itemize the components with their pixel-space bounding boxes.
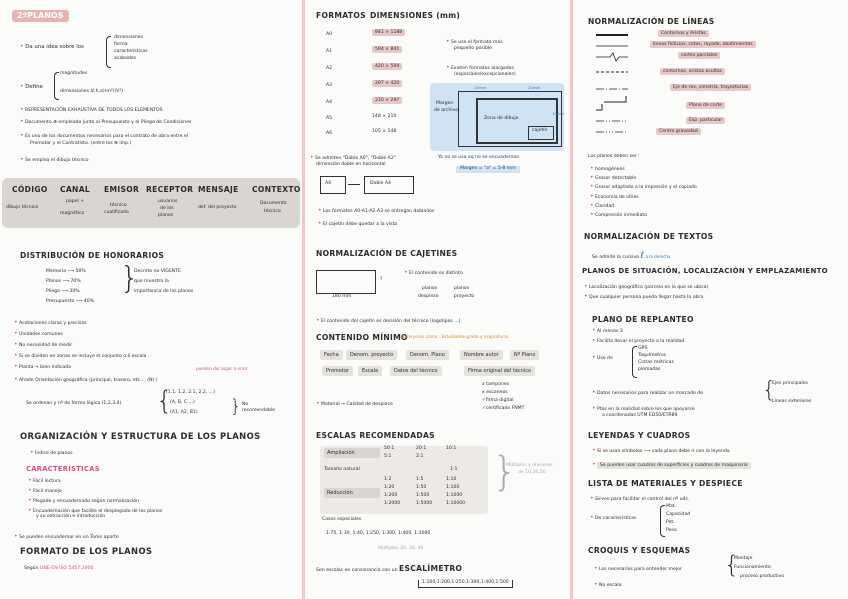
- format-row-label: A0: [326, 32, 333, 37]
- linea-desc: Contornos y Aristas: [658, 32, 709, 37]
- esq-item: Líneas exteriores: [772, 399, 812, 404]
- car-item: Capacidad: [666, 512, 691, 517]
- cajetin-note: • El contenido es distinto: [404, 269, 463, 276]
- bar-cell: papel +: [66, 199, 85, 204]
- car-item: Mat.: [666, 504, 677, 509]
- format-row-label: A1: [326, 49, 333, 54]
- escalimetro-row: 1:100,1:200,1:250,1:300,1:400,1:500: [418, 580, 513, 588]
- bullet-item: • REPRESENTACIÓN EXHAUSTIVA DE TODOS LOS ELEMENTOS: [20, 106, 163, 113]
- escala-value: 1:2000: [384, 501, 401, 506]
- escala-label: Ampliación: [324, 448, 380, 458]
- caract-item: y su extracción e introducción: [36, 514, 106, 519]
- divider-left: [302, 0, 305, 599]
- format-note: • Existen formatos alargados: [446, 64, 514, 71]
- line-sample: [596, 53, 628, 61]
- replanteo-item: • Facilita llevar el proyecto a la realidad: [592, 337, 685, 344]
- format-note: pequeño posible: [454, 46, 492, 51]
- car-brace: [660, 505, 665, 537]
- ordenan-item: (1.1, 1.2, 2.1, 2.2, ...): [166, 390, 215, 395]
- org-title: ORGANIZACIÓN Y ESTRUCTURA DE LOS PLANOS: [20, 431, 261, 441]
- idea-item: dimensiones: [114, 35, 144, 40]
- deben-item: • homogéneos: [590, 165, 625, 172]
- cajetin-note: proyecto: [454, 294, 475, 299]
- deben-item: • Claridad: [590, 202, 615, 209]
- bullet-item: • Planta → bien indicada: [14, 363, 72, 370]
- honorarios-title: DISTRIBUCIÓN DE HONORARIOS: [20, 251, 165, 260]
- materiales-item: • De características: [590, 514, 637, 521]
- minimo-tag: Escala: [358, 366, 382, 376]
- diagram-label: cajetín: [532, 128, 548, 133]
- textos-title: NORMALIZACIÓN DE TEXTOS: [584, 232, 714, 241]
- escala-value: 5:1: [384, 454, 392, 459]
- esq-brace: {: [762, 378, 776, 403]
- bar-cell: magnético: [60, 211, 85, 216]
- honorarios-note: importancia de los planos: [134, 289, 194, 294]
- honorarios-brace: }: [120, 261, 140, 296]
- bar-cell: usuarios: [158, 199, 178, 204]
- bar-cell: de los: [160, 206, 174, 211]
- replanteo-item: • Al menos 3: [592, 327, 623, 334]
- deben-item: • Compresión inmediata: [590, 211, 648, 218]
- bullet-item: • Se emplea el dibujo técnico: [20, 156, 89, 163]
- diagram-label: Margen: [436, 101, 454, 106]
- bullet-item: • Si se dividen en zonas se incluye el conjunto o ó escala: [14, 352, 147, 359]
- escalimetro-text: Son escalas en consonancia con un ESCALÍMETRO: [316, 564, 463, 573]
- bar-header: RECEPTOR: [146, 185, 194, 194]
- materiales-item: • Sirven para facilitar el control del nº uds.: [590, 495, 690, 502]
- escala-value: 1:200: [384, 493, 398, 498]
- escala-value: 1:100: [446, 485, 460, 490]
- situacion-item: • Que cualquier persona pueda llegar hasta la obra: [584, 293, 704, 300]
- situacion-item: • Localización geográfica (parcela en la que se ubica): [584, 283, 709, 290]
- format-doble-label: Doble A4: [370, 181, 391, 186]
- diagram-label: Zona de dibujo: [484, 116, 519, 121]
- bar-header: EMISOR: [104, 185, 140, 194]
- bar-header: CANAL: [60, 185, 91, 194]
- diagram-dim: 10mm: [474, 85, 487, 90]
- escala-value: 1:1: [450, 467, 458, 472]
- esq-item: Ejes principales: [772, 381, 808, 386]
- pliegue-text: • Los formatos A0-A1-A2-A3 se entregan doblados: [318, 207, 435, 214]
- bar-cell: planos: [158, 213, 174, 218]
- din-note: Margen = "a" = 5-8 mm: [456, 166, 520, 173]
- bullet-item: • Documento ⊕ empleado junto al Presupuesto y el Pliego de Condiciones: [20, 118, 192, 125]
- format-note: (especiales/excepcionales): [454, 72, 516, 77]
- format-row-dim: 105 × 148: [372, 129, 397, 134]
- escala-value: 1:5000: [416, 501, 433, 506]
- material-text: • Material → Calidad de despiece: [316, 400, 393, 407]
- replanteo-item: • Uso de: [592, 354, 613, 361]
- diagram-dim: 10mm: [552, 111, 565, 116]
- bar-cell: técnico: [264, 209, 281, 214]
- caract-item: • Plegado y encuadernado según normalización: [28, 497, 139, 504]
- tomo-text: • Se pueden encuadernar en un Tomo aparte: [14, 533, 119, 540]
- ordenan-text: Se ordenan y nº de forma lógica (1,2,3,4): [26, 401, 122, 406]
- firma-item: x tampones: [482, 382, 510, 387]
- escala-value: 20:1: [416, 446, 427, 451]
- car-item: Pot.: [666, 520, 675, 525]
- escala-label: Tamaño natural: [324, 467, 360, 472]
- croquis-title: CROQUIS Y ESQUEMAS: [588, 546, 691, 555]
- format-row-dim: 420 × 594: [372, 65, 402, 70]
- diagram-dim: 20mm: [528, 85, 541, 90]
- bar-header: MENSAJE: [198, 185, 239, 194]
- format-a4-label: A4: [325, 181, 332, 186]
- escala-value: 1:2: [384, 477, 392, 482]
- escala-label: Reducción: [324, 488, 380, 498]
- honorario-row: Pliego ⟶ 30%: [46, 289, 80, 294]
- escala-value: 1:20: [384, 485, 395, 490]
- bar-cell: técnico: [110, 203, 127, 208]
- croquis-item: • No escala: [594, 581, 622, 588]
- minimo-tag: Nombre autor: [460, 350, 503, 360]
- bar-cell: Documento: [260, 201, 287, 206]
- idea-text: • Da una idea sobre los: [20, 43, 84, 50]
- formatos-header: FORMATOS: [316, 11, 366, 20]
- idea-brace: [106, 36, 111, 68]
- idea-item: acabados: [114, 56, 137, 61]
- escala-value: 2:1: [416, 454, 424, 459]
- divider-right: [570, 0, 573, 599]
- bar-cell: cualificado: [104, 210, 129, 215]
- croquis-aspect: proceso productivo: [740, 574, 785, 579]
- bullet-item: Promotor y el Contratista. (entre los ⊕ imp.): [30, 141, 132, 146]
- column-3: [574, 0, 848, 599]
- cajetines-title: NORMALIZACIÓN DE CAJETINES: [316, 249, 458, 258]
- ordenan-item: (A1, A2, B1): [170, 410, 198, 415]
- format-arrow: [348, 184, 360, 185]
- croquis-brace: {: [724, 551, 740, 579]
- linea-desc: Plano de corte: [686, 104, 725, 109]
- caract-title: CARACTERÍSTICAS: [26, 465, 100, 473]
- format-note: • Se usa el formato más: [446, 38, 503, 45]
- bar-cell: def. del proyecto: [198, 205, 237, 210]
- escala-value: 1:500: [416, 493, 430, 498]
- leyendas-item: • Si se usan símbolos ⟶ cada plano debe ir con la leyenda: [592, 447, 730, 454]
- format-row-dim: 594 × 841: [372, 48, 402, 53]
- cajetin-dim: 180 mm: [332, 294, 352, 299]
- replanteo-puntos: • Ptos en la realidad sobre los que apoyarse: [592, 405, 695, 412]
- croquis-aspect: Funcionamiento: [734, 565, 771, 570]
- deben-item: • Grosor detectable: [590, 174, 637, 181]
- uso-item: plomadas: [638, 367, 661, 372]
- line-sample: [596, 96, 626, 110]
- din-note: Ya no se usa eq no se encuadernan: [438, 155, 520, 160]
- linea-desc: contornos, aristas ocultas: [660, 70, 725, 75]
- cajetin-note: planos: [454, 286, 470, 291]
- diagram-label: de archivo: [434, 108, 459, 113]
- ordenan-note: recomendable: [242, 408, 275, 413]
- define-brace: [54, 72, 59, 100]
- uso-item: GPS: [638, 346, 648, 351]
- bar-header: CONTEXTO: [252, 185, 301, 194]
- caract-item: • Fácil lectura: [28, 477, 61, 484]
- escala-value: 1:5: [416, 477, 424, 482]
- minimo-tag: Nº Plano: [510, 350, 539, 360]
- column-2: [306, 0, 568, 599]
- escalas-mult: Múltiplos y divisores: [506, 463, 553, 468]
- escala-value: 1:1000: [446, 493, 463, 498]
- materiales-title: LISTA DE MATERIALES Y DESPIECE: [588, 479, 743, 488]
- casos-label: Casos especiales: [322, 517, 362, 522]
- croquis-item: • Los necesarios para entender mejor: [594, 565, 682, 572]
- define-text: • Define: [20, 83, 43, 90]
- minimo-tag: Denom. proyecto: [346, 350, 397, 360]
- pink-note: pueden dar lugar a error: [196, 366, 248, 371]
- format-row-label: A4: [326, 100, 333, 105]
- ordenan-brace-right: }: [230, 396, 242, 417]
- uso-item: Taquímetros: [638, 353, 667, 358]
- linea-desc: Centro gravedad: [656, 130, 701, 135]
- define-item: dimensiones (ℓ,h,a)(m²)(V³): [60, 89, 124, 94]
- bullet-item: • No necesidad de medir: [14, 341, 73, 348]
- honorario-row: Memoria ⟶ 50%: [46, 269, 86, 274]
- linea-desc: Eje de rev, simetría, trayectorias: [670, 86, 751, 91]
- column-1: [0, 0, 300, 599]
- idea-item: forma: [114, 42, 128, 47]
- cajetin-note: planos: [422, 286, 438, 291]
- admiten-text: dimensión doble en horizontal: [316, 162, 386, 167]
- honorario-row: Planos ⟶ 70%: [46, 279, 81, 284]
- replanteo-title: PLANO DE REPLANTEO: [592, 315, 694, 324]
- uso-brace: [632, 346, 637, 378]
- replanteo-datos: • Datos necesarios para realizar un marcado de: [592, 389, 704, 396]
- org-index: • Índice de planos: [30, 449, 73, 456]
- ordenan-note: No: [242, 402, 249, 407]
- honorarios-note: que muestra la: [134, 279, 169, 284]
- deben-title: Los planos deben ser :: [588, 154, 640, 159]
- idea-item: características: [114, 49, 148, 54]
- ordenan-item: (A, B, C ...): [170, 400, 195, 405]
- casos-mult: Múltiplos 20, 30, 40: [378, 546, 424, 551]
- bullet-item: • Es uno de los documentos necesarios para el contrato de obra entre el: [20, 132, 189, 139]
- cajetin-note: despiezo: [418, 294, 439, 299]
- format-row-dim: 148 × 210: [372, 114, 397, 119]
- escala-value: 1:10: [446, 477, 457, 482]
- format-row-label: A6: [326, 131, 333, 136]
- textos-note: Se admite la cursiva ℓ a la derecha: [592, 251, 671, 261]
- caract-item: • Fácil manejo: [28, 487, 62, 494]
- linea-desc: líneas ficticias, cotas, rayado, abatimientos: [650, 43, 756, 48]
- leyendas-title: LEYENDAS Y CUADROS: [588, 431, 691, 440]
- format-row-label: A2: [326, 66, 333, 71]
- escalas-brace: }: [492, 449, 518, 495]
- define-item: magnitudes: [60, 71, 88, 76]
- car-item: Peso: [666, 528, 677, 533]
- pliegue-text: • El cajetín debe quedar a la vista: [318, 220, 398, 227]
- format-row-dim: 210 × 297: [372, 99, 402, 104]
- leyendas-item: • Se pueden usar cuadros de superficies y cuadros de maquinaria: [592, 462, 751, 469]
- dimensiones-header: DIMENSIONES (mm): [370, 11, 461, 20]
- escalas-mult: de 10,20,50: [518, 470, 546, 475]
- admiten-text: • Se admiten "Doble A0", "Doble A2": [310, 154, 396, 161]
- minimo-subtitle: (a mayores como : Estudiante-grado y asignatura): [400, 335, 509, 340]
- deben-item: • Economía de útiles: [590, 193, 639, 200]
- minimo-tag: Promotor: [322, 366, 353, 376]
- format-row-label: A3: [326, 83, 333, 88]
- bullet-item: • Unidades comunes: [14, 330, 63, 337]
- format-a4-box: [320, 176, 346, 194]
- minimo-tag: Denom. Plano: [406, 350, 449, 360]
- bullet-item: • Acotaciones claras y precisas: [14, 319, 87, 326]
- escalas-title: ESCALAS RECOMENDADAS: [316, 431, 435, 440]
- formato-norm: Según UNE-EN ISO 5457:2000: [24, 566, 94, 571]
- firma-item: ✓certificado FNMT: [482, 406, 525, 411]
- firma-item: x escaneos: [482, 390, 508, 395]
- formato-title: FORMATO DE LOS PLANOS: [20, 546, 153, 556]
- format-row-dim: 297 × 420: [372, 82, 402, 87]
- caract-item: • Encuadernación que facilite el desplegado de los planos: [28, 507, 163, 514]
- minimo-title: CONTENIDO MÍNIMO: [316, 333, 408, 342]
- cajetin-box: [316, 270, 376, 294]
- casos-row: 1:75, 1:30, 1:40, 1:250, 1:300, 1:400, 1:3000: [326, 531, 431, 536]
- section-badge: 2ºPLANOS: [12, 10, 69, 22]
- cajetin-content: • El contenido del cajetín es decisión del técnico (logotipos ...): [316, 317, 461, 324]
- lineas-title: NORMALIZACIÓN DE LÍNEAS: [588, 17, 715, 26]
- uso-item: Cintas métricas: [638, 360, 674, 365]
- ordenan-brace: {: [156, 386, 173, 416]
- firma-item: ✓firma digital: [482, 398, 514, 403]
- format-row-label: A5: [326, 116, 333, 121]
- minimo-tag: Datos del técnico: [390, 366, 442, 376]
- deben-item: • Grosor adaptado a la impresión y el copiado: [590, 183, 697, 190]
- bar-cell: dibujo técnico: [6, 205, 39, 210]
- escala-value: 1:10000: [446, 501, 466, 506]
- situacion-title: PLANOS DE SITUACIÓN, LOCALIZACIÓN Y EMPLAZAMIENTO: [582, 267, 828, 275]
- minimo-tag: Firma original del técnico: [464, 366, 535, 376]
- bar-header: CÓDIGO: [12, 185, 48, 194]
- escala-value: 1:50: [416, 485, 427, 490]
- replanteo-puntos: a coordenadas UTM ED50/ETR89: [602, 413, 678, 418]
- honorario-row: Presupuesto ⟶ 40%: [46, 299, 95, 304]
- format-row-dim: 841 × 1188: [372, 31, 405, 36]
- cajetin-dim: ?: [380, 277, 383, 282]
- bullet-item: • Ahade Orientación geográfica (principal, trasero, etc..., (N) ): [14, 376, 158, 383]
- honorarios-note: Decreto no VIGENTE: [134, 269, 181, 274]
- linea-desc: cortes parciales: [678, 54, 720, 59]
- escala-value: 50:1: [384, 446, 395, 451]
- minimo-tag: Fecha: [320, 350, 343, 360]
- croquis-aspect: Montaje: [734, 556, 753, 561]
- escala-value: 10:1: [446, 446, 457, 451]
- linea-desc: Esp. particular: [686, 119, 725, 124]
